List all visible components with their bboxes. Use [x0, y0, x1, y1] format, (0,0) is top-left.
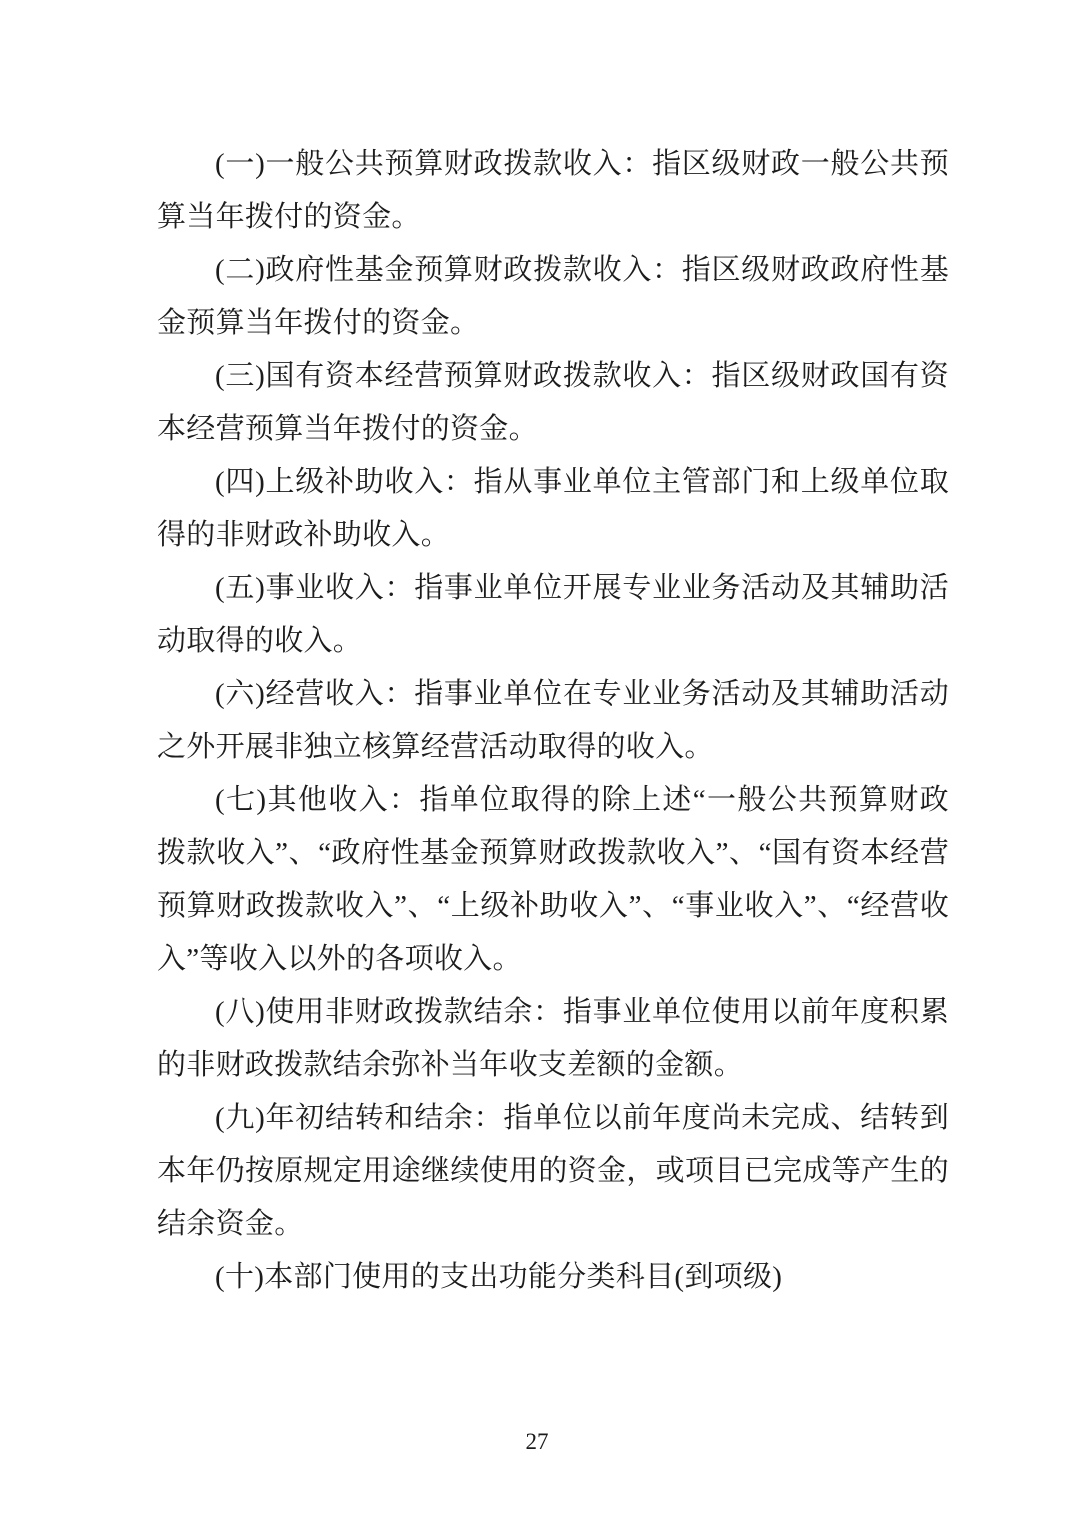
paragraph-item-5: (五)事业收入：指事业单位开展专业业务活动及其辅助活动取得的收入。 [157, 572, 949, 657]
paragraph-item-1: (一)一般公共预算财政拨款收入：指区级财政一般公共预算当年拨付的资金。 [157, 148, 949, 233]
page-number: 27 [525, 1429, 549, 1454]
paragraph-item-6: (六)经营收入：指事业单位在专业业务活动及其辅助活动之外开展非独立核算经营活动取得的收入。 [157, 678, 949, 763]
paragraph-item-9: (九)年初结转和结余：指单位以前年度尚未完成、结转到本年仍按原规定用途继续使用的资金，或项目已完成等产生的结余资金。 [157, 1102, 949, 1240]
paragraph-item-2: (二)政府性基金预算财政拨款收入：指区级财政政府性基金预算当年拨付的资金。 [157, 254, 949, 339]
paragraph-item-7: (七)其他收入：指单位取得的除上述“一般公共预算财政拨款收入”、“政府性基金预算财政拨款收入”、“国有资本经营预算财政拨款收入”、“上级补助收入”、“事业收入”、“经营收入”等收入以外的各项收入。 [157, 784, 949, 975]
paragraph-item-3: (三)国有资本经营预算财政拨款收入：指区级财政国有资本经营预算当年拨付的资金。 [157, 360, 949, 445]
paragraph-item-4: (四)上级补助收入：指从事业单位主管部门和上级单位取得的非财政补助收入。 [157, 466, 949, 551]
document-body [157, 138, 949, 1304]
paragraph-item-8: (八)使用非财政拨款结余：指事业单位使用以前年度积累的非财政拨款结余弥补当年收支差额的金额。 [157, 996, 949, 1081]
paragraph-item-10: (十)本部门使用的支出功能分类科目(到项级) [215, 1261, 783, 1293]
page-footer [0, 1430, 1074, 1454]
